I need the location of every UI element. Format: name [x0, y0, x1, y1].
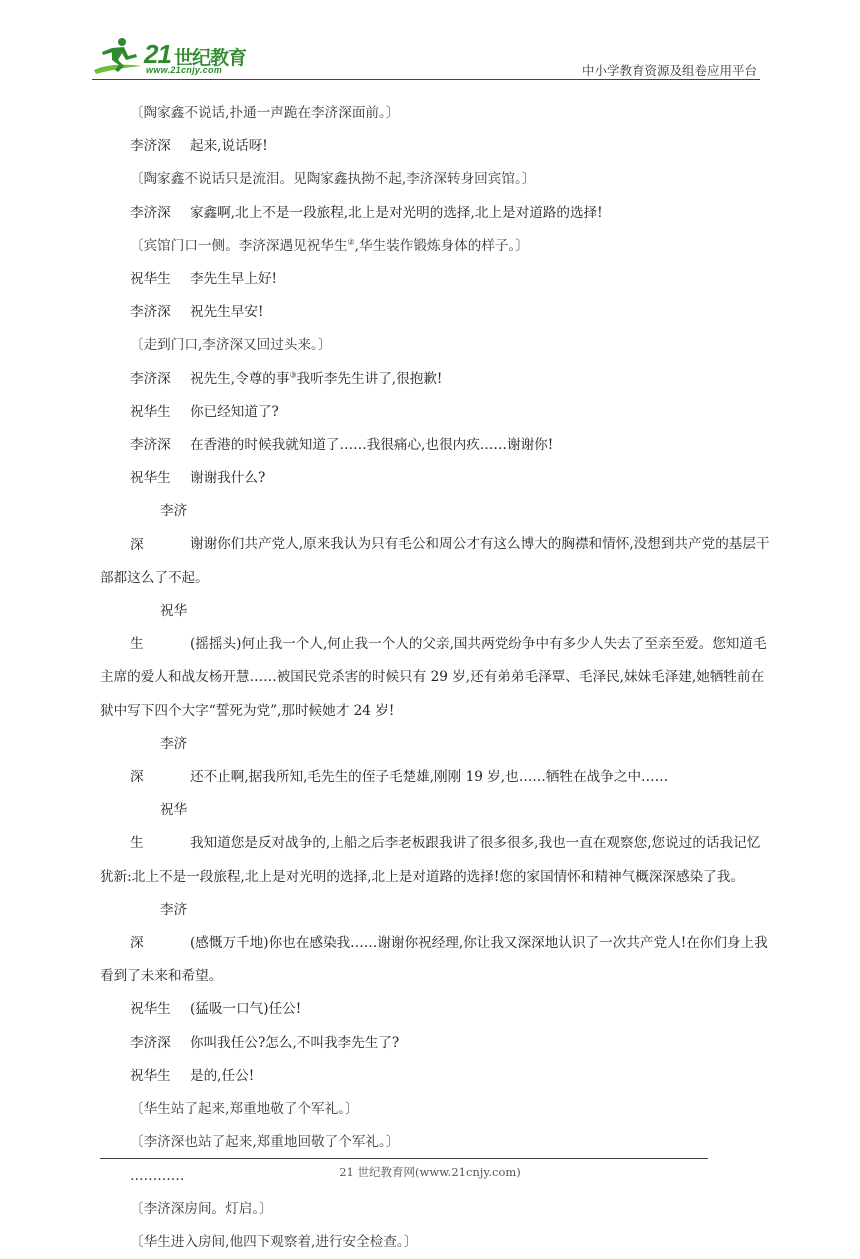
dialogue-text: 我听李先生讲了,很抱歉!: [296, 370, 443, 387]
footnote-marker: ③: [289, 370, 297, 380]
stage-text: 〔陶家鑫不说话只是流泪。见陶家鑫执拗不起,李济深转身回宾馆。〕: [130, 171, 536, 188]
platform-title: 中小学教育资源及组卷应用平台: [581, 63, 757, 78]
dialogue-text: (感慨万千地)你也在感染我……谢谢你祝经理,你让我又深深地认识了一次共产党人!在你们身上我看到了未来和希望。: [100, 935, 768, 985]
dialogue-paragraph: [100, 728, 772, 794]
dialogue-line: [100, 462, 772, 495]
speaker-name: 李济深: [130, 503, 188, 553]
stage-direction: [100, 230, 772, 263]
dialogue-text: 是的,任公!: [190, 1067, 255, 1084]
dialogue-text: 我知道您是反对战争的,上船之后李老板跟我讲了很多很多,我也一直在观察您,您说过的话我记忆犹新:北上不是一段旅程,北上是对光明的选择,北上是对道路的选择!您的家国情怀和精神气概深深感染了我。: [100, 835, 761, 885]
logo-url: www.21cnjy.com: [146, 65, 223, 75]
footer-divider: [100, 1158, 708, 1159]
speaker-name: 李济深: [130, 735, 188, 786]
dialogue-line: [100, 993, 772, 1026]
speaker-name: 祝华生: [130, 1001, 171, 1018]
stage-direction: [100, 329, 772, 362]
stage-direction: [100, 97, 772, 130]
page-footer[interactable]: [0, 1164, 860, 1180]
dialogue-line: [100, 396, 772, 429]
dialogue-line: [100, 130, 772, 163]
dialogue-line: [100, 1060, 772, 1093]
speaker-name: 祝华生: [130, 470, 171, 487]
stage-text: 〔华生站了起来,郑重地敬了个军礼。〕: [130, 1101, 359, 1118]
stage-text: 〔李济深也站了起来,郑重地回敬了个军礼。〕: [130, 1134, 400, 1151]
dialogue-text: 还不止啊,据我所知,毛先生的侄子毛楚雄,刚刚 19 岁,也……牺牲在战争之中……: [190, 769, 669, 786]
dialogue-text: 起来,说话呀!: [190, 138, 268, 155]
logo-number: 21: [144, 39, 171, 69]
page-header: [0, 0, 860, 84]
stage-text: ,华生装作锻炼身体的样子。〕: [354, 237, 529, 254]
header-divider: [92, 79, 760, 80]
speaker-name: 李济深: [130, 1034, 171, 1051]
stage-text: 〔宾馆门口一侧。李济深遇见祝华生: [130, 237, 348, 254]
script-body: [100, 97, 772, 1259]
stage-text: 〔陶家鑫不说话,扑通一声跪在李济深面前。〕: [130, 105, 400, 121]
stage-direction: [100, 1226, 772, 1259]
speaker-name: 李济深: [130, 437, 171, 454]
site-logo[interactable]: [92, 36, 262, 78]
dialogue-text: 李先生早上好!: [190, 271, 278, 288]
speaker-name: 李济深: [130, 138, 171, 155]
stage-direction: [100, 1193, 772, 1226]
dialogue-line: [100, 1027, 772, 1060]
runner-logo-icon: [92, 36, 144, 78]
speaker-name: 李济深: [130, 204, 171, 221]
dialogue-text: 谢谢我什么?: [190, 470, 266, 487]
speaker-name: 祝华生: [130, 271, 171, 288]
stage-direction: [100, 163, 772, 196]
speaker-name: 李济深: [130, 901, 188, 952]
dialogue-text: 在香港的时候我就知道了……我很痛心,也很内疚……谢谢你!: [190, 437, 554, 454]
speaker-name: 祝华生: [130, 802, 188, 852]
dialogue-line: [100, 429, 772, 462]
speaker-name: 祝华生: [130, 1067, 171, 1084]
dialogue-line: [100, 296, 772, 329]
speaker-name: 李济深: [130, 370, 171, 387]
dialogue-paragraph: [100, 794, 772, 894]
speaker-name: 祝华生: [130, 603, 188, 653]
dialogue-text: (摇摇头)何止我一个人,何止我一个人的父亲,国共两党纷争中有多少人失去了至亲至爱。您知道毛主席的爱人和战友杨开慧……被国民党杀害的时候只有 29 岁,还有弟弟毛泽覃、毛泽民,妹妹毛泽建,她牺牲前在狱中写下四个大字“誓死为党”,那时候她才 24 岁!: [100, 636, 767, 719]
dialogue-text: (猛吸一口气)任公!: [190, 1001, 302, 1018]
logo-chinese: 世纪教育: [174, 47, 247, 69]
dialogue-paragraph: [100, 894, 772, 994]
dialogue-paragraph: [100, 595, 772, 728]
dialogue-text: 祝先生,令尊的事: [190, 370, 290, 387]
dialogue-text: 谢谢你们共产党人,原来我认为只有毛公和周公才有这么博大的胸襟和情怀,没想到共产党的基层干部都这么了不起。: [100, 536, 770, 586]
dialogue-line: [100, 197, 772, 230]
stage-text: 〔华生进入房间,他四下观察着,进行安全检查。〕: [130, 1233, 418, 1250]
speaker-name: 祝华生: [130, 403, 171, 420]
dialogue-paragraph: [100, 495, 772, 595]
stage-direction: [100, 1126, 772, 1159]
dialogue-text: 你已经知道了?: [190, 403, 279, 420]
footer-link[interactable]: 21 世纪教育网(www.21cnjy.com): [339, 1165, 521, 1179]
dialogue-line: [100, 263, 772, 296]
dialogue-text: 家鑫啊,北上不是一段旅程,北上是对光明的选择,北上是对道路的选择!: [190, 204, 603, 221]
dialogue-text: 祝先生早安!: [190, 304, 264, 321]
stage-text: 〔李济深房间。灯启。〕: [130, 1200, 273, 1217]
dialogue-line: [100, 363, 772, 396]
stage-text: …………: [130, 1167, 185, 1184]
footnote-marker: ②: [347, 237, 355, 247]
stage-direction: [100, 1093, 772, 1126]
speaker-name: 李济深: [130, 304, 171, 321]
dialogue-text: 你叫我任公?怎么,不叫我李先生了?: [190, 1034, 400, 1051]
stage-text: 〔走到门口,李济深又回过头来。〕: [130, 337, 332, 354]
